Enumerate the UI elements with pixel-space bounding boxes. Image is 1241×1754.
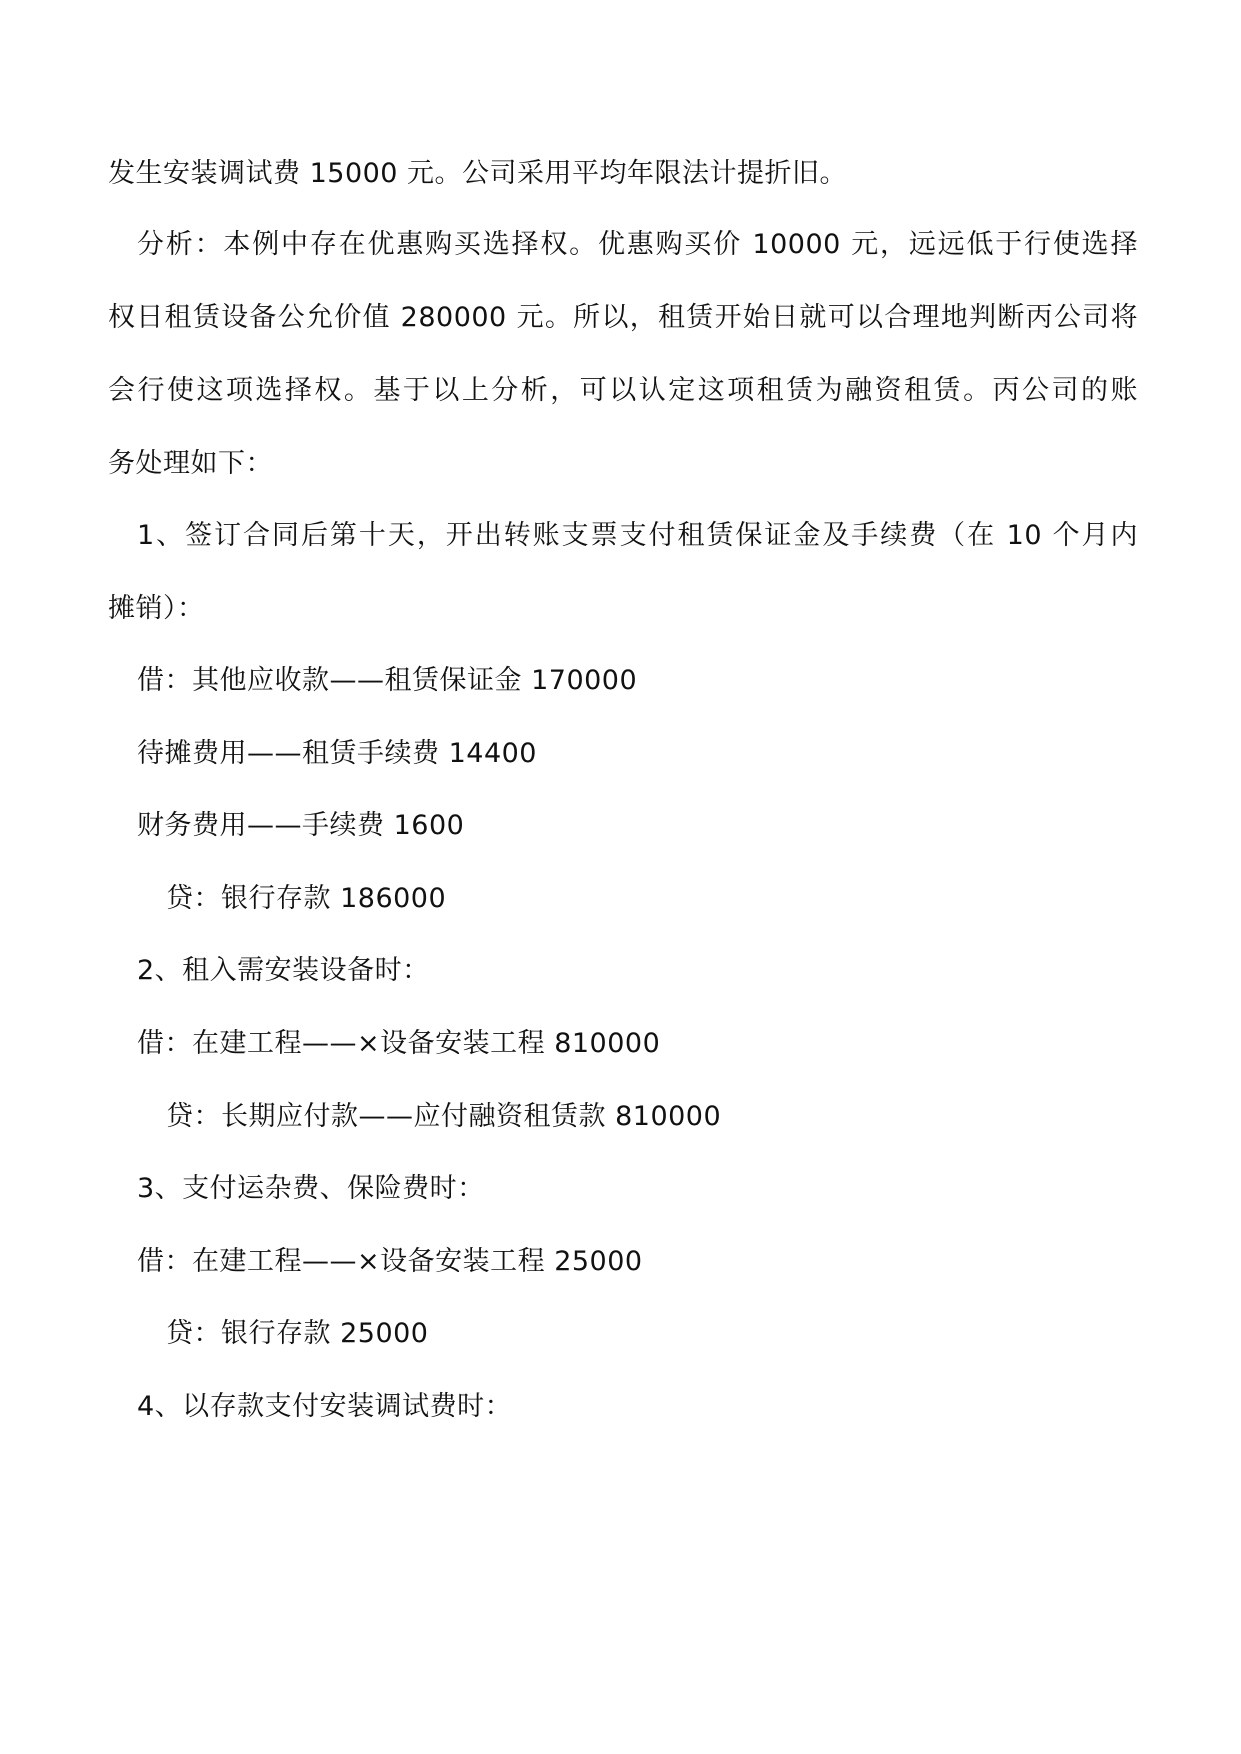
step-1-heading-line-2: 摊销）： [108, 593, 205, 624]
step-3-heading: 3、支付运杂费、保险费时： [137, 1173, 485, 1204]
analysis-paragraph-line-2: 权日租赁设备公允价值 280000 元。所以，租赁开始日就可以合理地判断丙公司将 [108, 302, 1138, 333]
entry-debit-construction-in-progress-1: 借：在建工程——×设备安装工程 810000 [137, 1028, 661, 1059]
step-1-heading-line-1: 1、签订合同后第十天，开出转账支票支付租赁保证金及手续费（在 10 个月内 [137, 520, 1138, 551]
analysis-paragraph-line-4: 务处理如下： [108, 448, 273, 479]
entry-debit-construction-in-progress-2: 借：在建工程——×设备安装工程 25000 [137, 1246, 643, 1277]
entry-credit-bank-deposit-1: 贷：银行存款 186000 [166, 883, 447, 914]
entry-debit-financial-expenses: 财务费用——手续费 1600 [137, 810, 465, 841]
entry-debit-other-receivables: 借：其他应收款——租赁保证金 170000 [137, 665, 638, 696]
entry-debit-prepaid-expenses: 待摊费用——租赁手续费 14400 [137, 738, 537, 769]
entry-credit-long-term-payables: 贷：长期应付款——应付融资租赁款 810000 [166, 1101, 722, 1132]
paragraph-continuation: 发生安装调试费 15000 元。公司采用平均年限法计提折旧。 [108, 158, 848, 189]
step-2-heading: 2、租入需安装设备时： [137, 955, 430, 986]
step-4-heading: 4、以存款支付安装调试费时： [137, 1391, 513, 1422]
entry-credit-bank-deposit-2: 贷：银行存款 25000 [166, 1318, 429, 1349]
analysis-paragraph-line-1: 分析：本例中存在优惠购买选择权。优惠购买价 10000 元，远远低于行使选择 [137, 229, 1138, 260]
analysis-paragraph-line-3: 会行使这项选择权。基于以上分析，可以认定这项租赁为融资租赁。丙公司的账 [108, 375, 1138, 406]
